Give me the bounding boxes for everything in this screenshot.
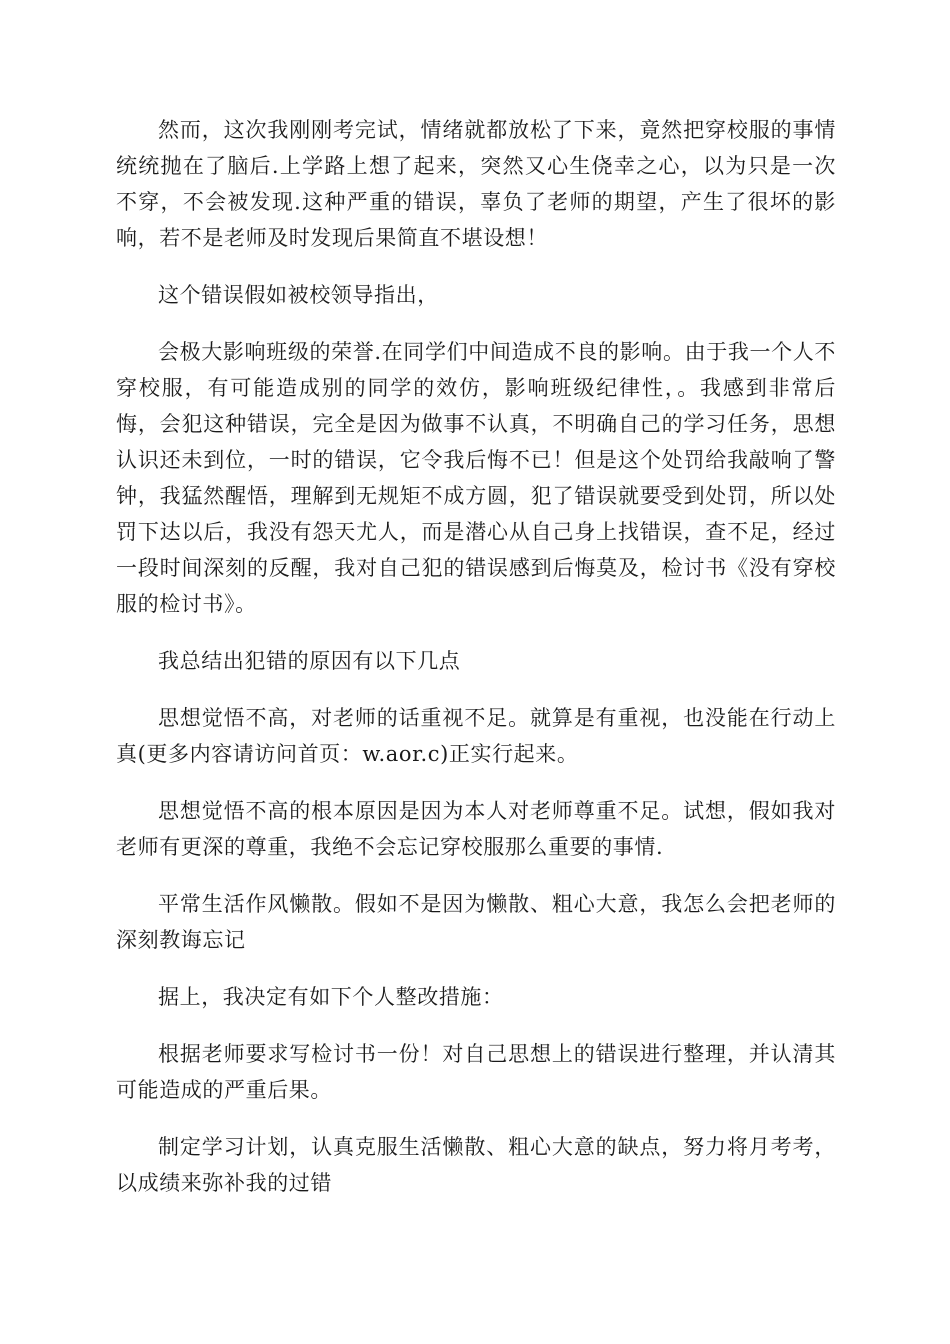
paragraph-7: 平常生活作风懒散。假如不是因为懒散、粗心大意，我怎么会把老师的深刻教诲忘记 (116, 892, 836, 952)
paragraph-2: 这个错误假如被校领导指出， (158, 283, 439, 307)
paragraph-4: 我总结出犯错的原因有以下几点 (158, 649, 461, 673)
paragraph-8: 据上，我决定有如下个人整改措施： (158, 985, 504, 1009)
paragraph-3: 会极大影响班级的荣誉.在同学们中间造成不良的影响。由于我一个人不穿校服，有可能造成别的同学的效仿，影响班级纪律性，。我感到非常后悔，会犯这种错误，完全是因为做事不认真，不明确自己的学习任务，思想认识还未到位，一时的错误，它令我后悔不已！但是这个处罚给我敲响了警钟，我猛然醒悟，理解到无规矩不成方圆，犯了错误就要受到处罚，所以处罚下达以后，我没有怨天尤人，而是潜心从自己身上找错误，查不足，经过一段时间深刻的反醒，我对自己犯的错误感到后悔莫及，检讨书《没有穿校服的检讨书》。 (116, 340, 836, 616)
paragraph-10: 制定学习计划，认真克服生活懒散、粗心大意的缺点，努力将月考考，以成绩来弥补我的过错 (116, 1135, 836, 1195)
paragraph-6: 思想觉悟不高的根本原因是因为本人对老师尊重不足。试想，假如我对老师有更深的尊重，我绝不会忘记穿校服那么重要的事情. (116, 799, 836, 859)
paragraph-5: 思想觉悟不高，对老师的话重视不足。就算是有重视，也没能在行动上真(更多内容请访问首页：w.aor.c)正实行起来。 (116, 706, 836, 766)
paragraph-1: 然而，这次我刚刚考完试，情绪就都放松了下来，竟然把穿校服的事情统统抛在了脑后.上学路上想了起来，突然又心生侥幸之心，以为只是一次不穿，不会被发现.这种严重的错误，辜负了老师的期望，产生了很坏的影响，若不是老师及时发现后果简直不堪设想！ (116, 118, 836, 250)
paragraph-9: 根据老师要求写检讨书一份！对自己思想上的错误进行整理，并认清其可能造成的严重后果。 (116, 1042, 836, 1102)
document-body (116, 112, 836, 1222)
